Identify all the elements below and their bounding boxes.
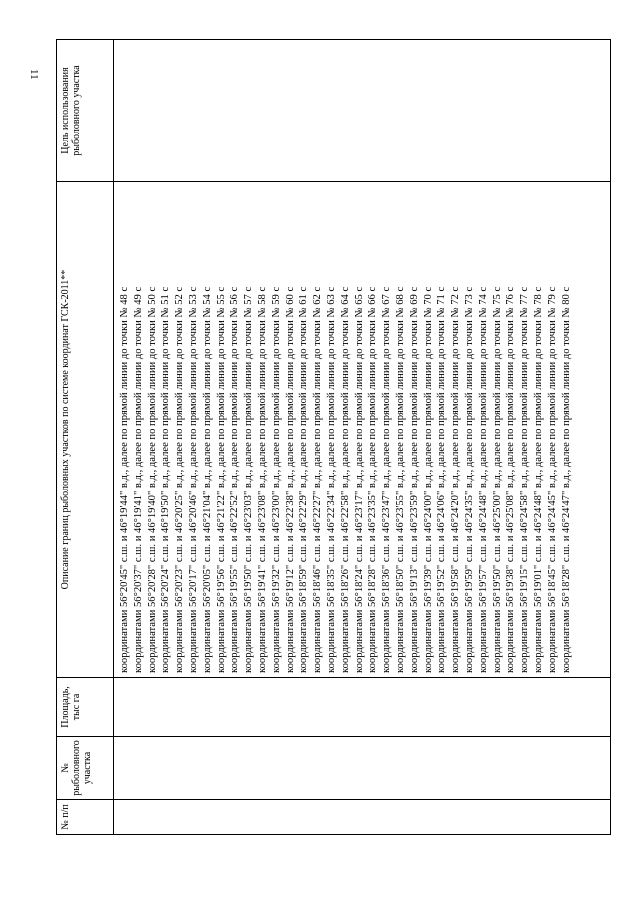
coordinate-line: координатами 56°19'13" с.ш. и 46°23'59" в.д., далее по прямой линии до точки № 69 с [408, 286, 420, 673]
coordinate-line: координатами 56°19'32" с.ш. и 46°23'00" в.д., далее по прямой линии до точки № 59 с [270, 286, 282, 673]
coordinate-line: координатами 56°20'05" с.ш. и 46°21'04" в.д., далее по прямой линии до точки № 54 с [201, 286, 213, 673]
coordinate-line: координатами 56°20'45" с.ш. и 46°19'44" в.д., далее по прямой линии до точки № 48 с [119, 286, 130, 673]
coordinate-line: координатами 56°19'15" с.ш. и 46°24'58" в.д., далее по прямой линии до точки № 77 с [519, 286, 531, 673]
coordinate-line: координатами 56°19'38" с.ш. и 46°25'08" в.д., далее по прямой линии до точки № 76 с [505, 286, 517, 673]
coordinate-line: координатами 56°20'28" с.ш. и 46°19'40" в.д., далее по прямой линии до точки № 50 с [146, 286, 158, 673]
coordinate-line: координатами 56°19'01" с.ш. и 46°24'48" в.д., далее по прямой линии до точки № 78 с [532, 286, 544, 673]
cell-size [114, 678, 611, 737]
coordinate-line: координатами 56°20'37" с.ш. и 46°19'41" в.д., далее по прямой линии до точки № 49 с [132, 286, 144, 673]
coordinate-line: координатами 56°19'58" с.ш. и 46°24'20" в.д., далее по прямой линии до точки № 72 с [450, 286, 462, 673]
coordinate-line: координатами 56°18'24" с.ш. и 46°23'17" в.д., далее по прямой линии до точки № 65 с [353, 286, 365, 673]
coordinate-line: координатами 56°18'36" с.ш. и 46°23'47" в.д., далее по прямой линии до точки № 67 с [381, 286, 393, 673]
header-description: Описание границ рыболовных участков по системе координат ГСК-2011** [57, 182, 114, 678]
coordinate-line: координатами 56°18'28" с.ш. и 46°23'35" в.д., далее по прямой линии до точки № 66 с [367, 286, 379, 673]
cell-num [114, 800, 611, 835]
table-row [114, 40, 611, 835]
page-number: 11 [28, 68, 40, 80]
cell-area-num [114, 737, 611, 800]
coordinate-list [118, 182, 573, 673]
coordinate-line: координатами 56°19'50" с.ш. и 46°23'03" в.д., далее по прямой линии до точки № 57 с [243, 286, 255, 673]
table-header-row [57, 40, 114, 835]
coordinate-line: координатами 56°19'39" с.ш. и 46°24'00" в.д., далее по прямой линии до точки № 70 с [422, 286, 434, 673]
fishing-areas-table [56, 39, 611, 835]
coordinate-line: координатами 56°18'50" с.ш. и 46°23'55" в.д., далее по прямой линии до точки № 68 с [394, 286, 406, 673]
coordinate-line: координатами 56°18'45" с.ш. и 46°24'45" в.д., далее по прямой линии до точки № 79 с [546, 286, 558, 673]
cell-description [114, 182, 611, 678]
coordinate-line: координатами 56°19'59" с.ш. и 46°24'35" в.д., далее по прямой линии до точки № 73 с [463, 286, 475, 673]
coordinate-line: координатами 56°19'57" с.ш. и 46°24'48" в.д., далее по прямой линии до точки № 74 с [477, 286, 489, 673]
coordinate-line: координатами 56°20'23" с.ш. и 46°20'25" в.д., далее по прямой линии до точки № 52 с [174, 286, 186, 673]
coordinate-line: координатами 56°19'52" с.ш. и 46°24'06" в.д., далее по прямой линии до точки № 71 с [436, 286, 448, 673]
coordinate-line: координатами 56°18'26" с.ш. и 46°22'58" в.д., далее по прямой линии до точки № 64 с [339, 286, 351, 673]
coordinate-line: координатами 56°18'59" с.ш. и 46°22'29" в.д., далее по прямой линии до точки № 61 с [298, 286, 310, 673]
header-num: № п/п [57, 800, 114, 835]
coordinate-line: координатами 56°18'46" с.ш. и 46°22'27" в.д., далее по прямой линии до точки № 62 с [312, 286, 324, 673]
coordinate-line: координатами 56°20'24" с.ш. и 46°19'50" в.д., далее по прямой линии до точки № 51 с [160, 286, 172, 673]
coordinate-line: координатами 56°19'12" с.ш. и 46°22'38" в.д., далее по прямой линии до точки № 60 с [284, 286, 296, 673]
coordinate-line: координатами 56°19'41" с.ш. и 46°23'08" в.д., далее по прямой линии до точки № 58 с [256, 286, 268, 673]
header-area-num: № рыболовного участка [57, 737, 114, 800]
coordinate-line: координатами 56°18'35" с.ш. и 46°22'34" в.д., далее по прямой линии до точки № 63 с [325, 286, 337, 673]
coordinate-line: координатами 56°20'17" с.ш. и 46°20'46" в.д., далее по прямой линии до точки № 53 с [187, 286, 199, 673]
header-purpose: Цель использования рыболовного участка [57, 40, 114, 182]
header-size: Площадь, тыс га [57, 678, 114, 737]
coordinate-line: координатами 56°19'55" с.ш. и 46°22'52" в.д., далее по прямой линии до точки № 56 с [229, 286, 241, 673]
coordinate-line: координатами 56°19'50" с.ш. и 46°25'00" в.д., далее по прямой линии до точки № 75 с [491, 286, 503, 673]
coordinate-line: координатами 56°18'28" с.ш. и 46°24'47" в.д., далее по прямой линии до точки № 80 с [560, 286, 572, 673]
coordinate-line: координатами 56°19'56" с.ш. и 46°21'22" в.д., далее по прямой линии до точки № 55 с [215, 286, 227, 673]
cell-purpose [114, 40, 611, 182]
rotated-table-container [56, 40, 611, 835]
